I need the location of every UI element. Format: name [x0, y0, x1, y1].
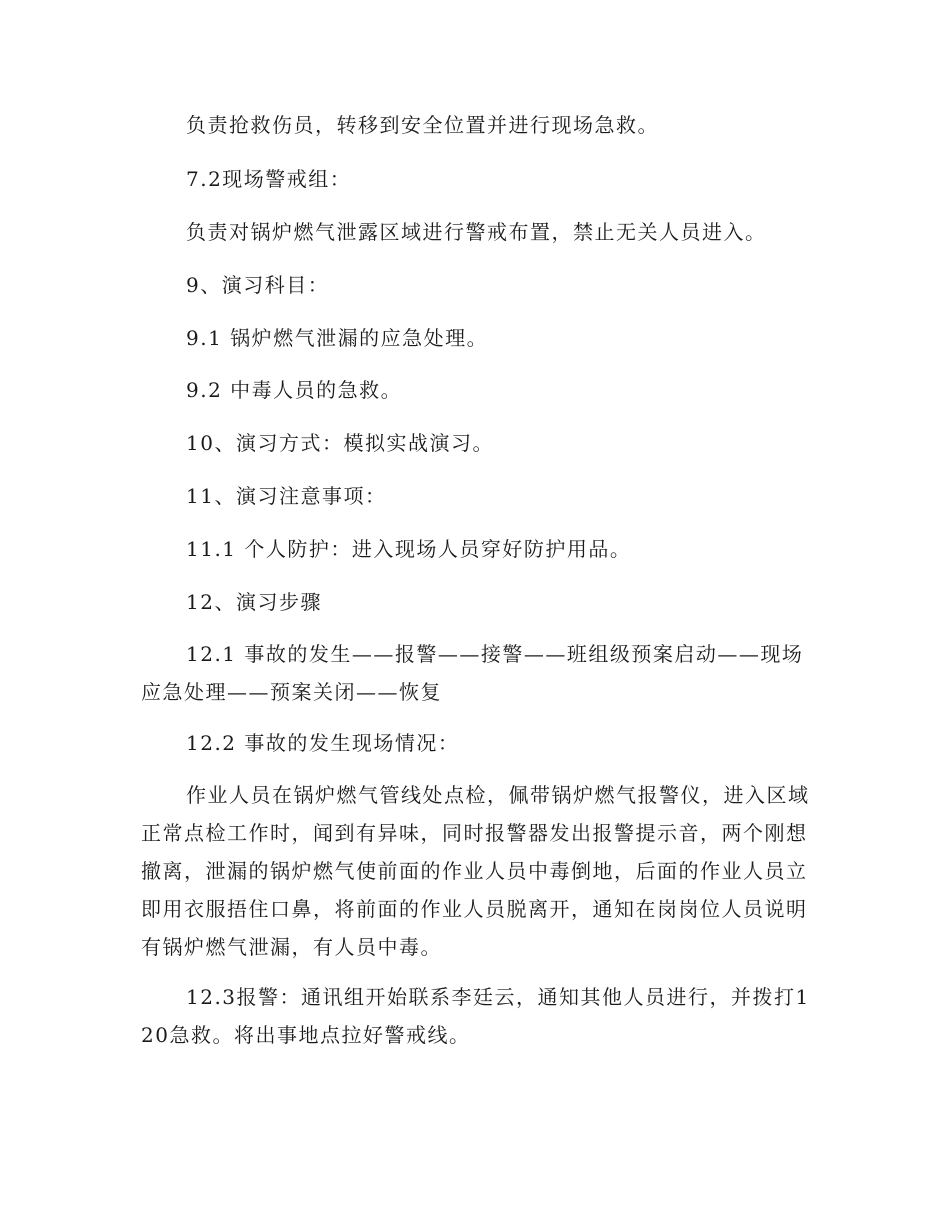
item-12-1: 12.1 事故的发生——报警——接警——班组级预案启动——现场应急处理——预案关闭——恢复 [141, 642, 804, 704]
item-9-1: 9.1 锅炉燃气泄漏的应急处理。 [186, 326, 489, 350]
paragraph-rescue-duty: 负责抢救伤员，转移到安全位置并进行现场急救。 [186, 113, 659, 137]
heading-7-2-cordon-group: 7.2现场警戒组： [186, 167, 352, 191]
paragraph-cordon-duty: 负责对锅炉燃气泄露区域进行警戒布置，禁止无关人员进入。 [186, 220, 767, 244]
item-12-3: 12.3报警：通讯组开始联系李廷云，通知其他人员进行，并拨打120急救。将出事地点拉好警戒线。 [141, 985, 810, 1047]
heading-12-drill-steps: 12、演习步骤 [186, 590, 322, 614]
item-12-2: 12.2 事故的发生现场情况： [186, 731, 460, 755]
heading-11-drill-notes: 11、演习注意事项： [186, 484, 387, 508]
item-9-2: 9.2 中毒人员的急救。 [186, 378, 403, 402]
item-11-1: 11.1 个人防护：进入现场人员穿好防护用品。 [186, 537, 632, 561]
heading-9-drill-subjects: 9、演习科目： [186, 273, 330, 297]
paragraph-scene-description: 作业人员在锅炉燃气管线处点检，佩带锅炉燃气报警仪，进入区域正常点检工作时，闻到有异味，同时报警器发出报警提示音，两个刚想撤离，泄漏的锅炉燃气使前面的作业人员中毒倒地，后面的作业人员立即用衣服捂住口鼻，将前面的作业人员脱离开，通知在岗岗位人员说明有锅炉燃气泄漏，有人员中毒。 [141, 783, 810, 959]
heading-10-drill-method: 10、演习方式：模拟实战演习。 [186, 431, 494, 455]
